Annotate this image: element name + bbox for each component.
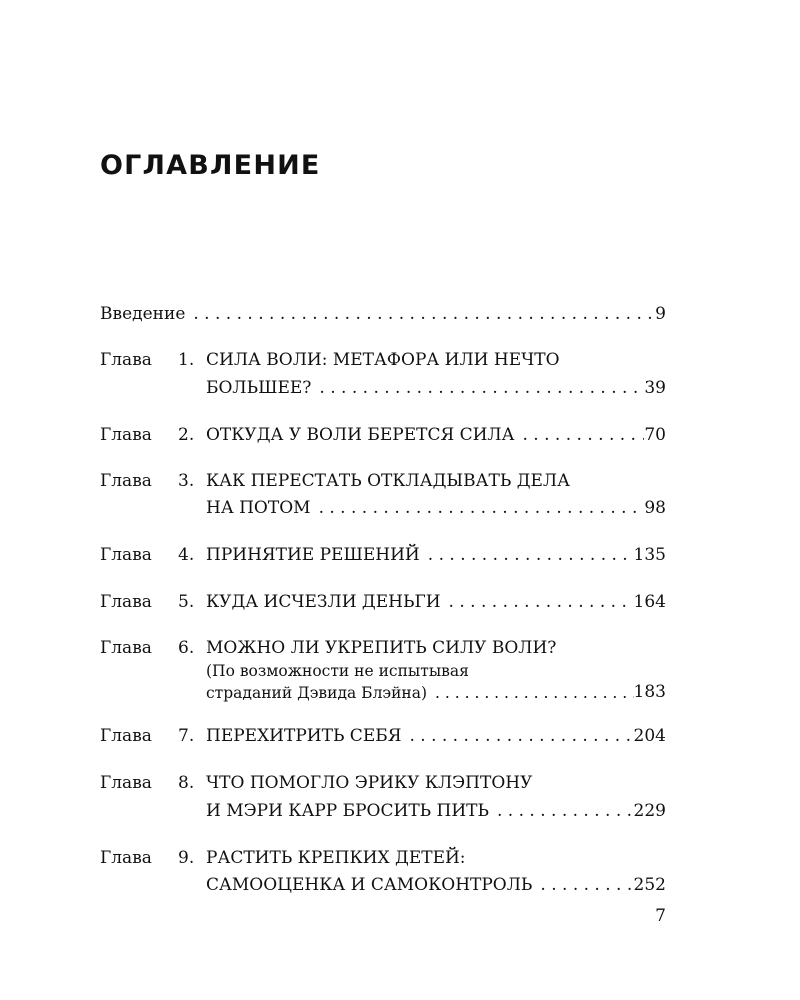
toc-entry-chapter-1 — [100, 346, 666, 370]
toc-page-number: 183 — [633, 682, 666, 702]
toc-entry-chapter-9 — [100, 844, 666, 868]
dot-leader — [532, 875, 633, 895]
chapter-label: Глава — [100, 726, 152, 746]
toc-entry-title: РАСТИТЬ КРЕПКИХ ДЕТЕЙ: — [206, 848, 466, 868]
toc-entry-title: ПРИНЯТИЕ РЕШЕНИЙ — [206, 545, 420, 565]
toc-entry-chapter-2 — [100, 421, 666, 445]
toc-page-number: 39 — [644, 378, 666, 398]
chapter-label: Глава — [100, 848, 152, 868]
toc-entry-chapter-6 — [100, 634, 666, 658]
toc-entry-chapter-5 — [100, 588, 666, 612]
toc-page-number: 164 — [633, 592, 666, 612]
dot-leader — [185, 304, 655, 324]
toc-entry-chapter-3-continued — [100, 494, 666, 518]
toc-entry-title: КАК ПЕРЕСТАТЬ ОТКЛАДЫВАТЬ ДЕЛА — [206, 471, 570, 491]
toc-entry-title: МОЖНО ЛИ УКРЕПИТЬ СИЛУ ВОЛИ? — [206, 638, 557, 658]
toc-entry-chapter-9-continued — [100, 871, 666, 895]
toc-entry-subtitle: страданий Дэвида Блэйна) — [206, 684, 428, 702]
page-title: ОГЛАВЛЕНИЕ — [100, 150, 321, 181]
toc-entry-chapter-6-subtitle-continued — [100, 678, 666, 702]
toc-entry-chapter-7 — [100, 722, 666, 746]
chapter-number: 8. — [178, 773, 195, 793]
toc-page-number: 70 — [644, 425, 666, 445]
chapter-label: Глава — [100, 638, 152, 658]
toc-entry-chapter-8-continued — [100, 797, 666, 821]
toc-entry-subtitle: (По возможности не испытывая — [206, 662, 469, 680]
chapter-number: 5. — [178, 592, 195, 612]
toc-page-number: 98 — [644, 498, 666, 518]
toc-entry-title: ПЕРЕХИТРИТЬ СЕБЯ — [206, 726, 402, 746]
chapter-label: Глава — [100, 773, 152, 793]
toc-entry-chapter-8 — [100, 769, 666, 793]
dot-leader — [489, 801, 634, 821]
chapter-number: 1. — [178, 350, 195, 370]
toc-page-number: 252 — [633, 875, 666, 895]
chapter-number: 9. — [178, 848, 195, 868]
chapter-label: Глава — [100, 425, 152, 445]
toc-entry-chapter-3 — [100, 467, 666, 491]
dot-leader — [311, 498, 645, 518]
toc-entry-title-continued: БОЛЬШЕЕ? — [206, 378, 312, 398]
dot-leader — [514, 425, 644, 445]
toc-entry-title-continued: И МЭРИ КАРР БРОСИТЬ ПИТЬ — [206, 801, 489, 821]
toc-entry-title: ЧТО ПОМОГЛО ЭРИКУ КЛЭПТОНУ — [206, 773, 533, 793]
toc-entry-chapter-1-continued — [100, 374, 666, 398]
toc-entry-title: КУДА ИСЧЕЗЛИ ДЕНЬГИ — [206, 592, 441, 612]
dot-leader — [441, 592, 634, 612]
toc-page-number: 229 — [633, 801, 666, 821]
toc-entry-title-continued: НА ПОТОМ — [206, 498, 311, 518]
chapter-number: 3. — [178, 471, 195, 491]
dot-leader — [311, 378, 644, 398]
toc-entry-title: Введение — [100, 304, 186, 324]
toc-entry-chapter-4 — [100, 541, 666, 565]
toc-entry-title: СИЛА ВОЛИ: МЕТАФОРА ИЛИ НЕЧТО — [206, 350, 560, 370]
chapter-number: 6. — [178, 638, 195, 658]
toc-entry-introduction — [100, 300, 666, 324]
toc-entry-chapter-6-subtitle — [100, 656, 666, 680]
page-number: 7 — [655, 906, 666, 926]
chapter-label: Глава — [100, 592, 152, 612]
chapter-number: 4. — [178, 545, 195, 565]
dot-leader — [427, 684, 634, 702]
dot-leader — [401, 726, 633, 746]
chapter-number: 2. — [178, 425, 195, 445]
toc-entry-title: ОТКУДА У ВОЛИ БЕРЕТСЯ СИЛА — [206, 425, 515, 445]
chapter-label: Глава — [100, 471, 152, 491]
chapter-number: 7. — [178, 726, 195, 746]
dot-leader — [420, 545, 634, 565]
chapter-label: Глава — [100, 350, 152, 370]
toc-page-number: 204 — [633, 726, 666, 746]
chapter-label: Глава — [100, 545, 152, 565]
toc-page-number: 9 — [655, 304, 666, 324]
toc-entry-title-continued: САМООЦЕНКА И САМОКОНТРОЛЬ — [206, 875, 533, 895]
toc-page-number: 135 — [633, 545, 666, 565]
